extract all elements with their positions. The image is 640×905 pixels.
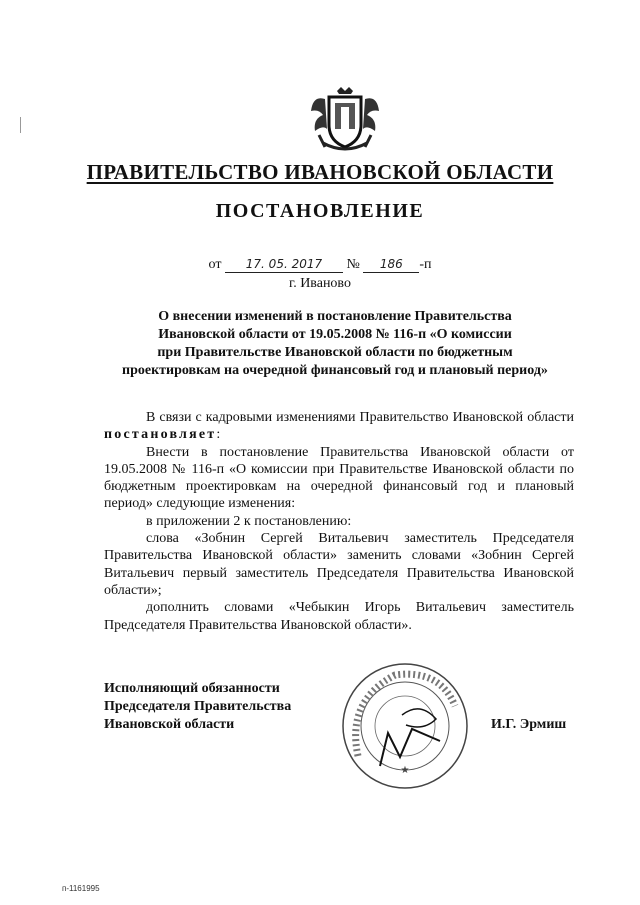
signatory-title-line: Председателя Правительства bbox=[104, 699, 292, 714]
paragraph: В связи с кадровыми изменениями Правительство Ивановской области постановляет: bbox=[104, 410, 574, 443]
signatory-name: И.Г. Эрмиш bbox=[491, 717, 567, 732]
city: г. Иваново bbox=[289, 276, 351, 291]
from-label: от bbox=[208, 257, 222, 272]
date-number-line bbox=[0, 256, 640, 273]
paragraph: в приложении 2 к постановлению: bbox=[146, 513, 352, 529]
official-seal bbox=[340, 661, 470, 791]
subject-line: при Правительстве Ивановской области по бюджетным bbox=[157, 345, 513, 360]
document-date: 17. 05. 2017 bbox=[225, 256, 343, 273]
subject-line: О внесении изменений в постановление Правительства bbox=[158, 309, 512, 324]
subject-line: проектировкам на очередной финансовый год и плановый период» bbox=[122, 363, 548, 378]
signatory-title-line: Ивановской области bbox=[104, 717, 235, 732]
paragraph: Внести в постановление Правительства Ивановской области от 19.05.2008 № 116-п «О комиссии при Правительстве Ивановской области по бюджетным проектировкам на очередной финансовый год и плановый период» следующие изменения: bbox=[104, 444, 574, 512]
margin-mark bbox=[20, 117, 23, 133]
paragraph: дополнить словами «Чебыкин Игорь Витальевич заместитель Председателя Правительства Ивановской области». bbox=[104, 600, 574, 633]
document-body bbox=[104, 409, 574, 634]
number-label: № bbox=[346, 257, 360, 272]
paragraph: слова «Зобнин Сергей Витальевич заместитель Председателя Правительства Ивановской области» заменить словами «Зобнин Сергей Витальевич первый заместитель Председателя Правительства Ивановской области»; bbox=[104, 531, 574, 598]
decree-word: постановляет bbox=[104, 427, 217, 443]
document-subject bbox=[100, 308, 570, 380]
subject-line: Ивановской области от 19.05.2008 № 116-п «О комиссии bbox=[158, 327, 512, 342]
document-number: 186 bbox=[363, 256, 419, 273]
svg-text:★: ★ bbox=[400, 765, 410, 776]
government-name: ПРАВИТЕЛЬСТВО ИВАНОВСКОЙ ОБЛАСТИ bbox=[86, 160, 554, 184]
signatory-title bbox=[104, 680, 291, 734]
signatory-title-line: Исполняющий обязанности bbox=[104, 681, 280, 696]
document-type: ПОСТАНОВЛЕНИЕ bbox=[215, 200, 425, 222]
number-suffix: -п bbox=[419, 257, 432, 272]
coat-of-arms-icon bbox=[305, 85, 385, 155]
document-code: п-1161995 bbox=[62, 884, 100, 893]
